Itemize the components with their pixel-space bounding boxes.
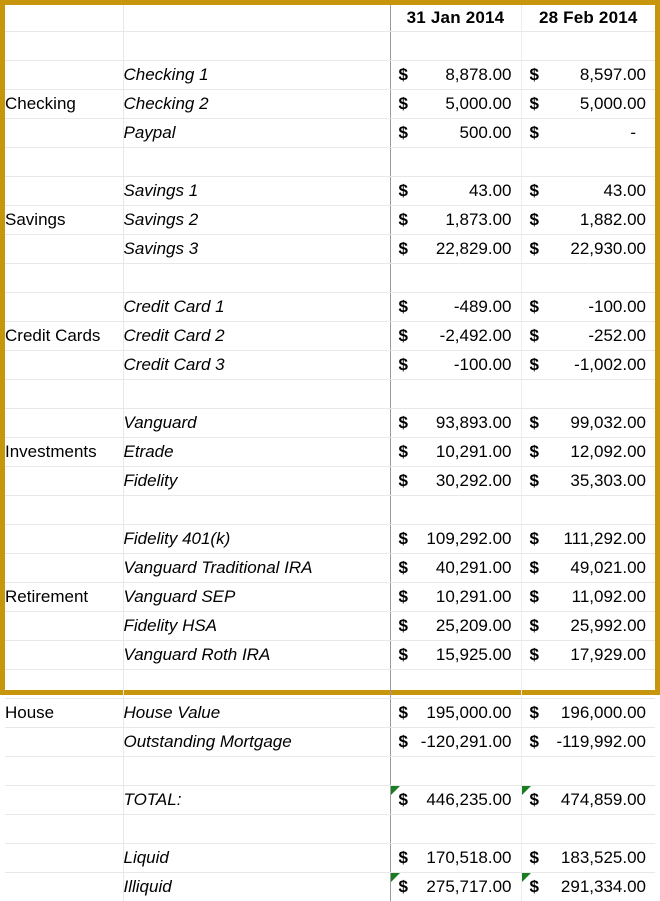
amount-text: 49,021.00 (539, 558, 646, 578)
table-row (5, 118, 655, 147)
amount-text: 196,000.00 (539, 703, 646, 723)
comment-flag-icon (522, 873, 531, 882)
category-label (5, 785, 123, 814)
table-row (5, 89, 655, 118)
account-label[interactable]: Vanguard Roth IRA (123, 640, 390, 669)
value-period-1[interactable] (390, 553, 521, 582)
table-row (5, 727, 655, 756)
amount-text: 99,032.00 (539, 413, 646, 433)
amount-text: 22,930.00 (539, 239, 646, 259)
category-label (5, 176, 123, 205)
table-row (5, 408, 655, 437)
amount-text: 195,000.00 (408, 703, 512, 723)
empty-cell (521, 756, 655, 785)
empty-cell (521, 147, 655, 176)
currency-symbol: $ (530, 326, 539, 346)
amount-text: 17,929.00 (539, 645, 646, 665)
amount-text: 12,092.00 (539, 442, 646, 462)
value-period-1[interactable] (390, 727, 521, 756)
amount-text: -1,002.00 (539, 355, 646, 375)
currency-symbol: $ (399, 732, 408, 752)
comment-flag-icon (391, 786, 400, 795)
header-item-cell (123, 5, 390, 31)
money-value (391, 438, 521, 466)
currency-symbol: $ (399, 239, 408, 259)
empty-cell (521, 495, 655, 524)
money-value (391, 699, 521, 727)
category-label (5, 292, 123, 321)
currency-symbol: $ (399, 413, 408, 433)
comment-flag-icon (522, 786, 531, 795)
account-label[interactable]: Vanguard Traditional IRA (123, 553, 390, 582)
value-period-2[interactable] (521, 843, 655, 872)
value-period-1[interactable] (390, 640, 521, 669)
category-label (5, 640, 123, 669)
account-label[interactable]: Savings 1 (123, 176, 390, 205)
money-value (391, 583, 521, 611)
account-label[interactable]: Vanguard SEP (123, 582, 390, 611)
table-body (5, 5, 655, 901)
account-label[interactable]: Credit Card 1 (123, 292, 390, 321)
spacer-row (5, 147, 655, 176)
currency-symbol: $ (399, 65, 408, 85)
money-value (522, 728, 656, 756)
amount-text: 35,303.00 (539, 471, 646, 491)
value-period-1[interactable] (390, 524, 521, 553)
value-period-1[interactable] (390, 611, 521, 640)
value-period-2[interactable] (521, 727, 655, 756)
value-period-1[interactable] (390, 437, 521, 466)
currency-symbol: $ (530, 732, 539, 752)
currency-symbol: $ (399, 326, 408, 346)
currency-symbol: $ (399, 471, 408, 491)
value-period-1[interactable] (390, 205, 521, 234)
value-period-2[interactable] (521, 582, 655, 611)
amount-text: 275,717.00 (408, 877, 512, 897)
currency-symbol: $ (530, 848, 539, 868)
amount-text: 109,292.00 (408, 529, 512, 549)
table-row (5, 611, 655, 640)
empty-cell (390, 669, 521, 698)
money-value (391, 467, 521, 495)
money-value (522, 641, 656, 669)
table-row (5, 872, 655, 901)
table-row (5, 437, 655, 466)
money-value (522, 409, 656, 437)
empty-cell (521, 31, 655, 60)
account-label[interactable]: Savings 3 (123, 234, 390, 263)
category-label: Investments (5, 437, 123, 466)
amount-text: 8,878.00 (408, 65, 512, 85)
category-label (5, 31, 123, 60)
currency-symbol: $ (530, 442, 539, 462)
account-label[interactable]: Checking 2 (123, 89, 390, 118)
money-value (522, 293, 656, 321)
money-value (522, 699, 656, 727)
amount-text: 5,000.00 (408, 94, 512, 114)
money-value (391, 612, 521, 640)
money-value (522, 322, 656, 350)
money-value (391, 119, 521, 147)
category-label (5, 727, 123, 756)
money-value (391, 525, 521, 553)
category-label: House (5, 698, 123, 727)
amount-text: 1,882.00 (539, 210, 646, 230)
currency-symbol: $ (530, 297, 539, 317)
amount-text: 5,000.00 (539, 94, 646, 114)
value-period-2[interactable] (521, 872, 655, 901)
empty-cell (390, 31, 521, 60)
currency-symbol: $ (530, 413, 539, 433)
value-period-2[interactable] (521, 785, 655, 814)
value-period-2[interactable] (521, 640, 655, 669)
money-value (391, 235, 521, 263)
money-value (522, 612, 656, 640)
table-row (5, 553, 655, 582)
money-value (391, 322, 521, 350)
money-value (391, 409, 521, 437)
currency-symbol: $ (399, 877, 408, 897)
money-value (522, 786, 656, 814)
table-row (5, 466, 655, 495)
currency-symbol: $ (530, 210, 539, 230)
money-value (522, 235, 656, 263)
amount-text: -119,992.00 (539, 732, 646, 752)
value-period-2[interactable] (521, 524, 655, 553)
currency-symbol: $ (399, 616, 408, 636)
currency-symbol: $ (530, 355, 539, 375)
category-label (5, 553, 123, 582)
account-label[interactable]: Vanguard (123, 408, 390, 437)
empty-cell (390, 263, 521, 292)
account-label[interactable]: TOTAL: (123, 785, 390, 814)
value-period-1[interactable] (390, 60, 521, 89)
column-header-period-1[interactable]: 31 Jan 2014 (390, 5, 521, 31)
value-period-2[interactable] (521, 292, 655, 321)
currency-symbol: $ (399, 848, 408, 868)
amount-text: -252.00 (539, 326, 646, 346)
value-period-2[interactable] (521, 205, 655, 234)
value-period-1[interactable] (390, 176, 521, 205)
currency-symbol: $ (399, 442, 408, 462)
amount-text: 170,518.00 (408, 848, 512, 868)
money-value (522, 525, 656, 553)
category-label: Retirement (5, 582, 123, 611)
amount-text: 10,291.00 (408, 587, 512, 607)
money-value (522, 554, 656, 582)
currency-symbol: $ (399, 355, 408, 375)
account-label[interactable] (123, 756, 390, 785)
currency-symbol: $ (399, 645, 408, 665)
amount-text: 30,292.00 (408, 471, 512, 491)
value-period-1[interactable] (390, 408, 521, 437)
amount-text: 474,859.00 (539, 790, 646, 810)
money-value (522, 844, 656, 872)
table-row (5, 176, 655, 205)
table-header-row (5, 5, 655, 31)
category-label (5, 60, 123, 89)
value-period-2[interactable] (521, 89, 655, 118)
table-row (5, 60, 655, 89)
amount-text: -489.00 (408, 297, 512, 317)
money-value (522, 467, 656, 495)
currency-symbol: $ (399, 210, 408, 230)
value-period-1[interactable] (390, 582, 521, 611)
value-period-2[interactable] (521, 118, 655, 147)
account-label[interactable]: Credit Card 2 (123, 321, 390, 350)
header-category-cell (5, 5, 123, 31)
category-label (5, 466, 123, 495)
currency-symbol: $ (530, 616, 539, 636)
amount-text: 43.00 (408, 181, 512, 201)
money-value (391, 641, 521, 669)
category-label (5, 379, 123, 408)
value-period-1[interactable] (390, 89, 521, 118)
category-label (5, 263, 123, 292)
value-period-1[interactable] (390, 872, 521, 901)
value-period-1[interactable] (390, 350, 521, 379)
account-label[interactable]: House Value (123, 698, 390, 727)
account-label[interactable] (123, 147, 390, 176)
money-value (391, 90, 521, 118)
account-label[interactable] (123, 814, 390, 843)
value-period-2[interactable] (521, 698, 655, 727)
amount-text: 291,334.00 (539, 877, 646, 897)
value-period-1[interactable] (390, 234, 521, 263)
category-label (5, 524, 123, 553)
category-label (5, 669, 123, 698)
currency-symbol: $ (399, 181, 408, 201)
currency-symbol: $ (399, 94, 408, 114)
currency-symbol: $ (399, 297, 408, 317)
money-value (391, 177, 521, 205)
amount-text: -2,492.00 (408, 326, 512, 346)
account-label[interactable]: Liquid (123, 843, 390, 872)
category-label (5, 814, 123, 843)
currency-symbol: $ (530, 587, 539, 607)
category-label (5, 147, 123, 176)
category-label: Credit Cards (5, 321, 123, 350)
account-label[interactable] (123, 669, 390, 698)
currency-symbol: $ (530, 94, 539, 114)
account-label[interactable]: Illiquid (123, 872, 390, 901)
net-worth-table (5, 5, 655, 901)
spacer-row (5, 263, 655, 292)
amount-text: -100.00 (539, 297, 646, 317)
account-label[interactable] (123, 495, 390, 524)
money-value (391, 786, 521, 814)
currency-symbol: $ (399, 703, 408, 723)
value-period-1[interactable] (390, 843, 521, 872)
amount-text: 8,597.00 (539, 65, 646, 85)
comment-flag-icon (391, 873, 400, 882)
table-row (5, 524, 655, 553)
spacer-row (5, 756, 655, 785)
table-row (5, 350, 655, 379)
account-label[interactable]: Checking 1 (123, 60, 390, 89)
amount-text: 1,873.00 (408, 210, 512, 230)
money-value (391, 844, 521, 872)
currency-symbol: $ (530, 558, 539, 578)
amount-text: 10,291.00 (408, 442, 512, 462)
currency-symbol: $ (530, 471, 539, 491)
amount-text: 22,829.00 (408, 239, 512, 259)
currency-symbol: $ (530, 65, 539, 85)
spacer-row (5, 31, 655, 60)
category-label (5, 234, 123, 263)
value-period-2[interactable] (521, 437, 655, 466)
table-row (5, 640, 655, 669)
amount-text: 500.00 (408, 123, 512, 143)
value-period-2[interactable] (521, 466, 655, 495)
category-label (5, 843, 123, 872)
amount-text: 25,992.00 (539, 616, 646, 636)
amount-text: - (539, 123, 646, 143)
table-row (5, 292, 655, 321)
table-row (5, 205, 655, 234)
account-label[interactable] (123, 263, 390, 292)
category-label (5, 611, 123, 640)
amount-text: 43.00 (539, 181, 646, 201)
category-label (5, 350, 123, 379)
amount-text: 183,525.00 (539, 848, 646, 868)
table-row (5, 843, 655, 872)
value-period-1[interactable] (390, 466, 521, 495)
amount-text: 93,893.00 (408, 413, 512, 433)
category-label: Savings (5, 205, 123, 234)
currency-symbol: $ (530, 645, 539, 665)
money-value (391, 293, 521, 321)
account-label[interactable]: Outstanding Mortgage (123, 727, 390, 756)
empty-cell (390, 495, 521, 524)
currency-symbol: $ (399, 529, 408, 549)
empty-cell (390, 814, 521, 843)
category-label (5, 872, 123, 901)
value-period-2[interactable] (521, 234, 655, 263)
money-value (522, 873, 656, 901)
value-period-1[interactable] (390, 785, 521, 814)
money-value (522, 90, 656, 118)
account-label[interactable]: Fidelity HSA (123, 611, 390, 640)
money-value (522, 351, 656, 379)
spacer-row (5, 379, 655, 408)
category-label (5, 408, 123, 437)
currency-symbol: $ (530, 239, 539, 259)
amount-text: 111,292.00 (539, 529, 646, 549)
money-value (391, 206, 521, 234)
amount-text: 446,235.00 (408, 790, 512, 810)
value-period-2[interactable] (521, 611, 655, 640)
account-label[interactable]: Savings 2 (123, 205, 390, 234)
amount-text: -120,291.00 (408, 732, 512, 752)
currency-symbol: $ (399, 558, 408, 578)
value-period-1[interactable] (390, 118, 521, 147)
category-label: Checking (5, 89, 123, 118)
money-value (522, 583, 656, 611)
money-value (391, 351, 521, 379)
currency-symbol: $ (530, 703, 539, 723)
value-period-2[interactable] (521, 350, 655, 379)
spacer-row (5, 814, 655, 843)
account-label[interactable] (123, 31, 390, 60)
empty-cell (521, 814, 655, 843)
value-period-2[interactable] (521, 553, 655, 582)
table-row (5, 698, 655, 727)
column-header-period-2[interactable]: 28 Feb 2014 (521, 5, 655, 31)
spacer-row (5, 669, 655, 698)
account-label[interactable] (123, 379, 390, 408)
currency-symbol: $ (399, 790, 408, 810)
money-value (391, 728, 521, 756)
account-label[interactable]: Fidelity 401(k) (123, 524, 390, 553)
account-label[interactable]: Credit Card 3 (123, 350, 390, 379)
account-label[interactable]: Etrade (123, 437, 390, 466)
amount-text: 15,925.00 (408, 645, 512, 665)
value-period-2[interactable] (521, 60, 655, 89)
empty-cell (521, 263, 655, 292)
money-value (522, 61, 656, 89)
empty-cell (390, 147, 521, 176)
currency-symbol: $ (530, 877, 539, 897)
money-value (522, 177, 656, 205)
currency-symbol: $ (399, 123, 408, 143)
spacer-row (5, 495, 655, 524)
value-period-1[interactable] (390, 321, 521, 350)
amount-text: 11,092.00 (539, 587, 646, 607)
category-label (5, 756, 123, 785)
empty-cell (521, 379, 655, 408)
currency-symbol: $ (530, 790, 539, 810)
money-value (522, 438, 656, 466)
money-value (522, 119, 656, 147)
money-value (391, 554, 521, 582)
currency-symbol: $ (530, 181, 539, 201)
currency-symbol: $ (530, 123, 539, 143)
table-row (5, 785, 655, 814)
empty-cell (390, 756, 521, 785)
table-row (5, 234, 655, 263)
category-label (5, 118, 123, 147)
money-value (391, 61, 521, 89)
amount-text: 40,291.00 (408, 558, 512, 578)
value-period-2[interactable] (521, 408, 655, 437)
table-row (5, 582, 655, 611)
amount-text: -100.00 (408, 355, 512, 375)
account-label[interactable]: Fidelity (123, 466, 390, 495)
empty-cell (390, 379, 521, 408)
value-period-1[interactable] (390, 698, 521, 727)
category-label (5, 495, 123, 524)
table-row (5, 321, 655, 350)
amount-text: 25,209.00 (408, 616, 512, 636)
value-period-1[interactable] (390, 292, 521, 321)
empty-cell (521, 669, 655, 698)
account-label[interactable]: Paypal (123, 118, 390, 147)
money-value (522, 206, 656, 234)
currency-symbol: $ (530, 529, 539, 549)
money-value (391, 873, 521, 901)
value-period-2[interactable] (521, 176, 655, 205)
currency-symbol: $ (399, 587, 408, 607)
value-period-2[interactable] (521, 321, 655, 350)
